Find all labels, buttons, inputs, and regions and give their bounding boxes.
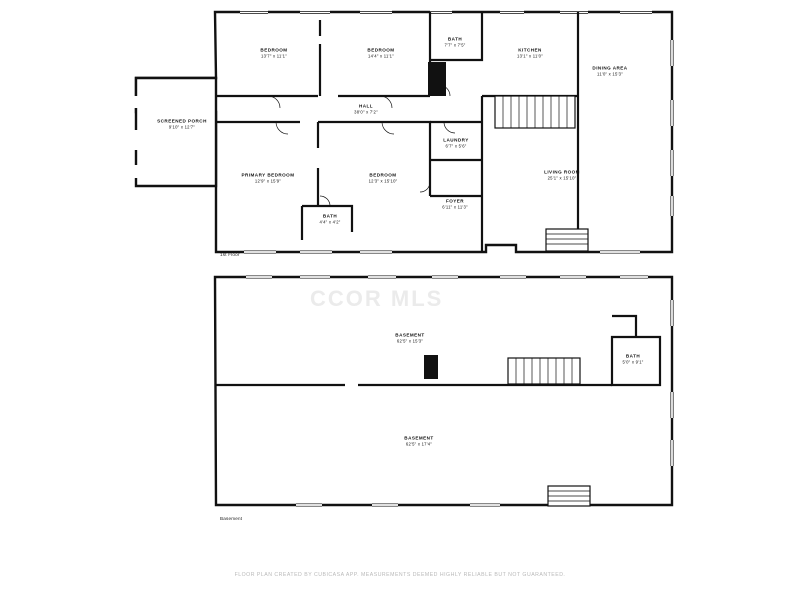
floor-caption-first: 1st Floor bbox=[220, 252, 240, 257]
room-name: HALL bbox=[358, 103, 374, 109]
basement-outer-wall bbox=[215, 277, 672, 505]
room-dimensions: 7'7" x 7'5" bbox=[444, 42, 466, 48]
room-dimensions: 11'0" x 15'3" bbox=[597, 71, 623, 77]
room-dimensions: 14'4" x 11'1" bbox=[368, 53, 394, 59]
room-dimensions: 13'1" x 11'0" bbox=[517, 53, 543, 59]
room-name: BASEMENT bbox=[395, 332, 425, 338]
room-dimensions: 25'1" x 15'10" bbox=[547, 175, 577, 181]
room-name: DINING AREA bbox=[592, 65, 628, 71]
room-name: BEDROOM bbox=[260, 47, 288, 53]
room-name: BATH bbox=[447, 36, 463, 42]
room-dimensions: 4'4" x 4'2" bbox=[319, 219, 341, 225]
room-dimensions: 62'5" x 15'3" bbox=[396, 338, 424, 344]
first-floor-plan bbox=[136, 12, 673, 254]
room-dimensions: 6'11" x 11'3" bbox=[442, 204, 468, 210]
room-name: BEDROOM bbox=[369, 172, 397, 178]
room-dimensions: 62'5" x 17'4" bbox=[405, 441, 433, 447]
basement-lower-stair bbox=[548, 486, 590, 506]
room-name: KITCHEN bbox=[518, 47, 542, 53]
room-name: PRIMARY BEDROOM bbox=[241, 172, 295, 178]
first-floor-stair bbox=[495, 96, 575, 128]
basement-chimney-block bbox=[424, 355, 438, 379]
room-name: SCREENED PORCH bbox=[157, 118, 207, 124]
basement-stair bbox=[508, 358, 580, 384]
room-name: LIVING ROOM bbox=[544, 169, 580, 175]
living-room-stair bbox=[546, 229, 588, 251]
footer-disclaimer: FLOOR PLAN CREATED BY CUBICASA APP. MEASUREMENTS DEEMED HIGHLY RELIABLE BUT NOT GUARANTEED. bbox=[234, 572, 566, 578]
room-name: FOYER bbox=[445, 198, 465, 204]
room-name: BATH bbox=[322, 213, 338, 219]
room-dimensions: 38'0" x 7'2" bbox=[354, 109, 378, 115]
watermark: CCOR MLS bbox=[310, 286, 444, 311]
chimney-block bbox=[428, 62, 446, 96]
room-dimensions: 12'3" x 15'10" bbox=[368, 178, 398, 184]
screened-porch-outline bbox=[136, 78, 216, 186]
room-name: LAUNDRY bbox=[443, 137, 469, 143]
room-name: BATH bbox=[625, 353, 641, 359]
room-dimensions: 9'10" x 12'7" bbox=[168, 124, 196, 130]
floor-caption-basement: Basement bbox=[220, 516, 243, 521]
room-name: BASEMENT bbox=[404, 435, 434, 441]
room-dimensions: 12'9" x 15'9" bbox=[254, 178, 282, 184]
basement-plan bbox=[215, 276, 673, 506]
room-dimensions: 13'7" x 11'1" bbox=[261, 53, 287, 59]
room-name: BEDROOM bbox=[367, 47, 395, 53]
room-dimensions: 5'0" x 9'1" bbox=[622, 359, 644, 365]
room-dimensions: 6'7" x 5'6" bbox=[445, 143, 467, 149]
